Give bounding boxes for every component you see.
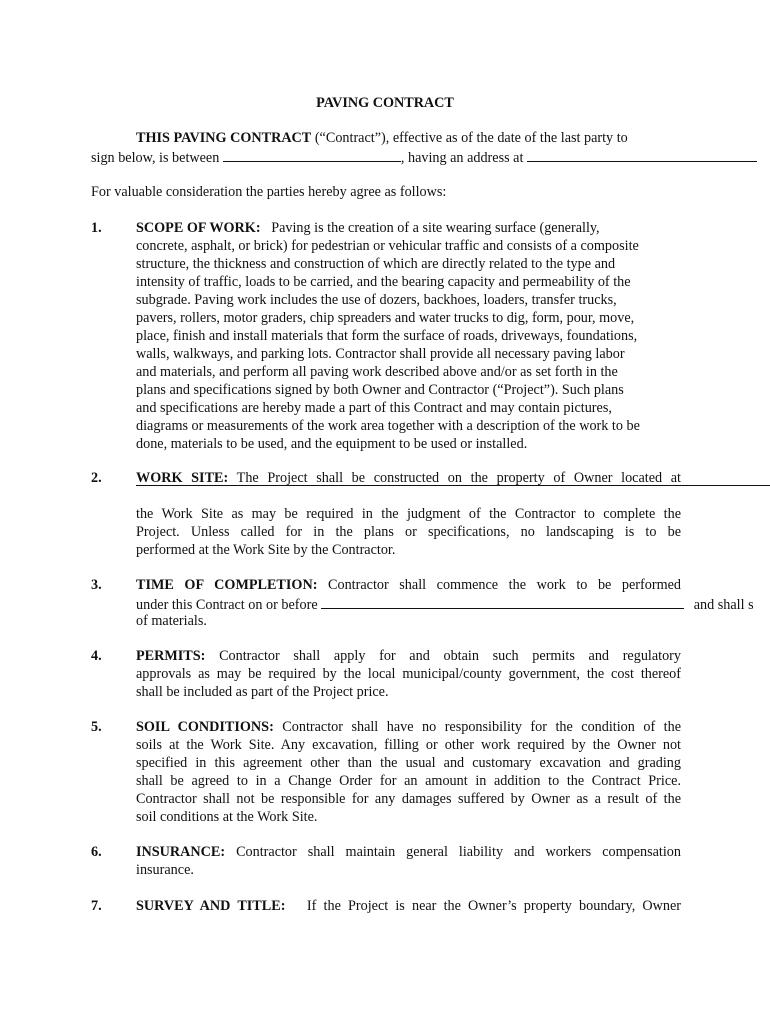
section-survey-and-title: [136, 897, 681, 915]
section-scope-of-work: [136, 219, 681, 453]
section-number: 1.: [91, 220, 102, 236]
section-number: 7.: [91, 898, 102, 914]
section-soil-conditions: [136, 718, 681, 826]
intro-line-1: [136, 129, 628, 147]
section-line: SCOPE OF WORK: Paving is the creation of a site wearing surface (generally,: [136, 220, 600, 236]
start-date-blank[interactable]: [321, 594, 684, 609]
section-line: WORK SITE: The Project shall be constructed on the property of Owner located at: [136, 470, 681, 486]
section-line: and materials, and perform all paving work described above and/or as set forth in the: [136, 364, 618, 380]
section-heading: PERMITS:: [136, 648, 206, 664]
section-insurance: [136, 843, 681, 879]
section-heading: SURVEY AND TITLE:: [136, 898, 286, 914]
section-heading: WORK SITE:: [136, 470, 229, 486]
intro-lead-rest: (“Contract”), effective as of the date of the last party to: [311, 130, 628, 146]
section-line: specified in this agreement other than the usual and customary excavation and grading: [136, 755, 681, 771]
section-line: under this Contract on or before and shall s: [136, 594, 754, 614]
section-permits: [136, 647, 681, 701]
work-site-address-blank[interactable]: [136, 485, 770, 486]
intro-between-text: sign below, is between: [91, 150, 220, 166]
section-line: Project. Unless called for in the plans or specifications, no landscaping is to be: [136, 524, 681, 540]
section-line: shall be agreed to in a Change Order for an amount in addition to the Contract Price.: [136, 773, 681, 789]
intro-line-2: [91, 147, 757, 167]
section-heading: SOIL CONDITIONS:: [136, 719, 274, 735]
section-line: Contractor shall not be responsible for any damages suffered by Owner as a result of the: [136, 791, 681, 807]
section-line: SURVEY AND TITLE: If the Project is near the Owner’s property boundary, Owner: [136, 898, 682, 914]
address-blank[interactable]: [527, 147, 757, 162]
section-line: soils at the Work Site. Any excavation, filling or other work required by the Owner not: [136, 737, 681, 753]
intro-address-text: , having an address at: [400, 150, 524, 166]
section-line: SOIL CONDITIONS: Contractor shall have no responsibility for the condition of the: [136, 719, 682, 735]
section-heading: SCOPE OF WORK:: [136, 220, 261, 236]
section-number: 3.: [91, 577, 102, 593]
section-work-site-continued: [136, 505, 681, 559]
agreement-line: For valuable consideration the parties hereby agree as follows:: [91, 184, 447, 200]
section-line: subgrade. Paving work includes the use of dozers, backhoes, loaders, transfer trucks,: [136, 292, 617, 308]
section-line: done, materials to be used, and the equipment to be used or installed.: [136, 436, 528, 452]
section-line: intensity of traffic, loads to be carried, and the bearing capacity and permeability of the: [136, 274, 631, 290]
section-line: shall be included as part of the Project price.: [136, 684, 389, 700]
document-title: PAVING CONTRACT: [316, 95, 454, 111]
section-line: place, finish and install materials that form the surface of roads, driveways, foundations,: [136, 328, 638, 344]
section-line: insurance.: [136, 862, 194, 878]
section-time-of-completion: [136, 576, 681, 594]
section-line: INSURANCE: Contractor shall maintain general liability and workers compensation: [136, 844, 681, 860]
section-heading: TIME OF COMPLETION:: [136, 577, 318, 593]
section-line: walls, walkways, and parking lots. Contractor shall provide all necessary paving labor: [136, 346, 625, 362]
section-line: concrete, asphalt, or brick) for pedestrian or vehicular traffic and consists of a composite: [136, 238, 639, 254]
party-name-blank[interactable]: [223, 147, 401, 162]
section-line: performed at the Work Site by the Contractor.: [136, 542, 396, 558]
section-line: pavers, rollers, motor graders, chip spreaders and water trucks to dig, form, pour, move,: [136, 310, 635, 326]
section-number: 6.: [91, 844, 102, 860]
section-line: PERMITS: Contractor shall apply for and obtain such permits and regulatory: [136, 648, 682, 664]
section-line: plans and specifications signed by both Owner and Contractor (“Project”). Such plans: [136, 382, 624, 398]
section-number: 2.: [91, 470, 102, 486]
section-line: diagrams or measurements of the work area together with a description of the work to be: [136, 418, 640, 434]
section-number: 5.: [91, 719, 102, 735]
section-line: soil conditions at the Work Site.: [136, 809, 318, 825]
section-line: structure, the thickness and construction of which are directly related to the type and: [136, 256, 616, 272]
section-heading: INSURANCE:: [136, 844, 226, 860]
section-number: 4.: [91, 648, 102, 664]
section-line: and specifications are hereby made a part of this Contract and may contain pictures,: [136, 400, 612, 416]
section-line: of materials.: [136, 613, 207, 629]
section-line: TIME OF COMPLETION: Contractor shall commence the work to be performed: [136, 577, 682, 593]
intro-lead-bold: THIS PAVING CONTRACT: [136, 130, 312, 146]
section-line: the Work Site as may be required in the judgment of the Contractor to complete the: [136, 506, 681, 522]
section-line: approvals as may be required by the local municipal/county government, the cost thereof: [136, 666, 681, 682]
